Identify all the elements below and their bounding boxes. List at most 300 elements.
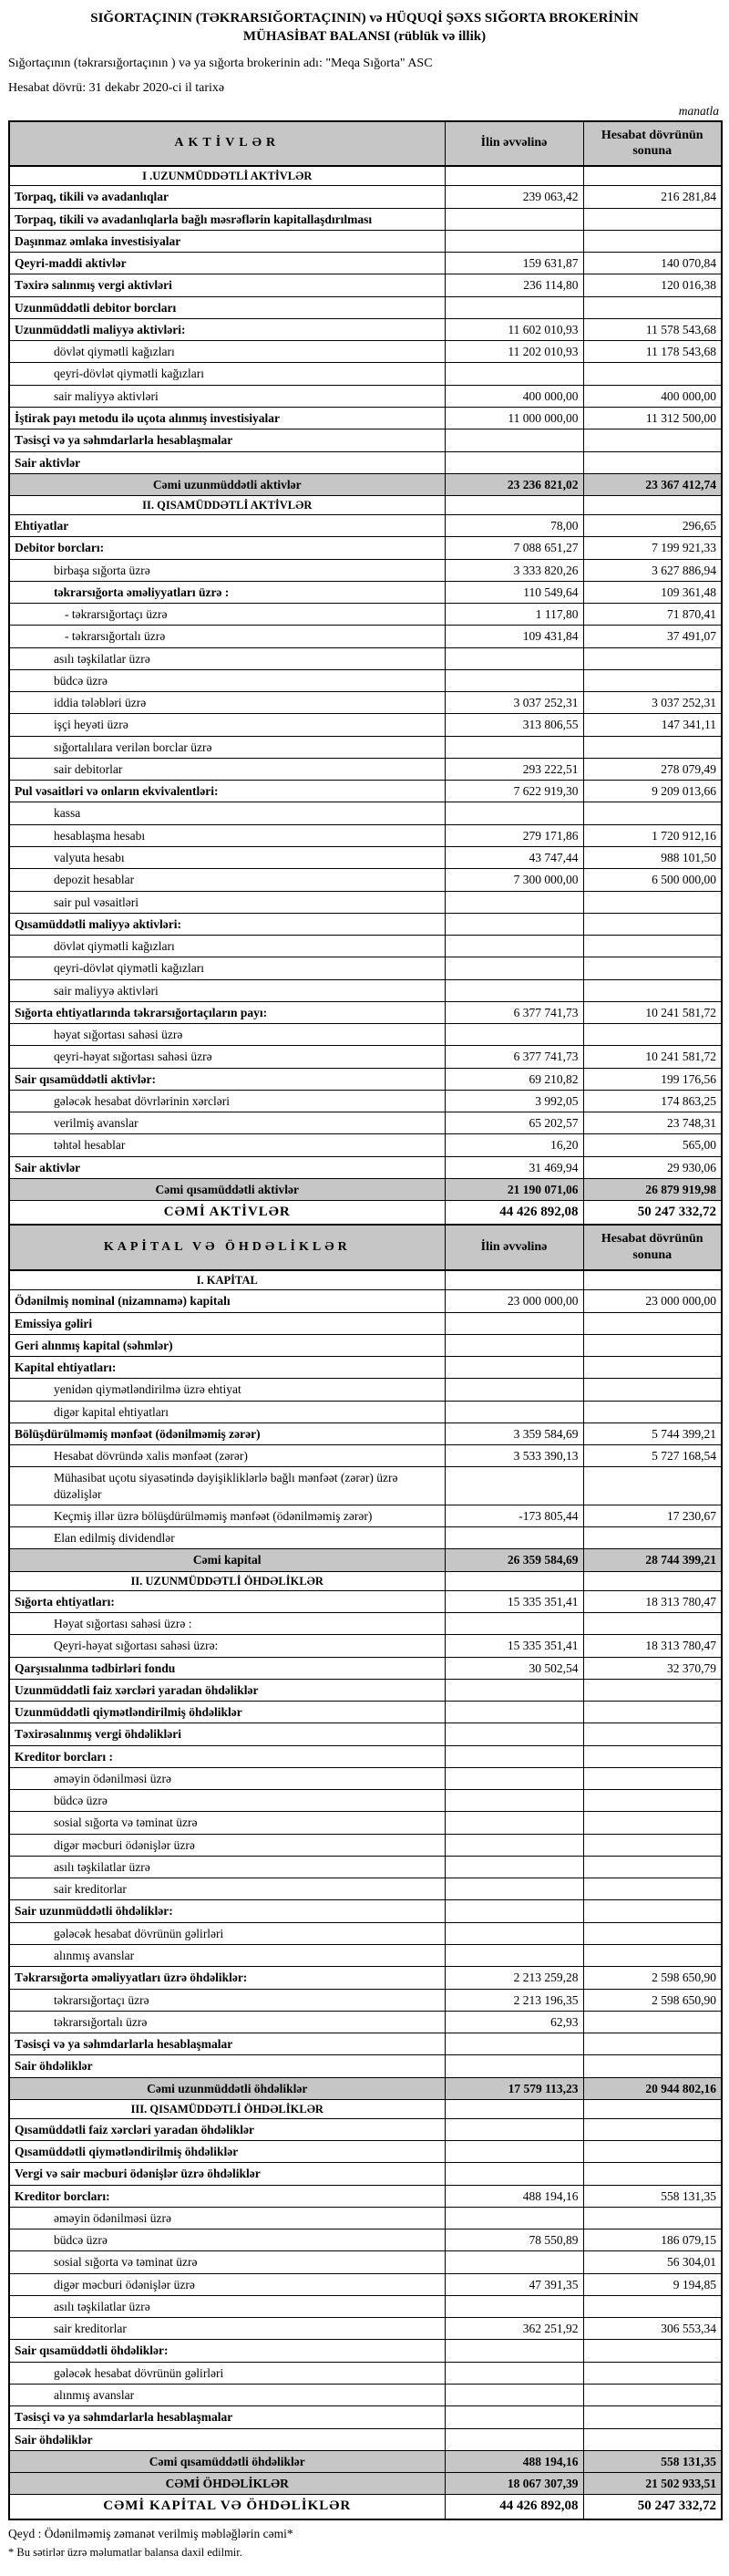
value-year-start [445, 1379, 583, 1401]
value-year-start: 7 088 651,27 [445, 537, 583, 559]
value-year-start: 65 202,57 [445, 1112, 583, 1134]
row-label: Təkrarsığorta əməliyyatları üzrə öhdəliklər: [9, 1967, 445, 1989]
value-period-end: 9 209 013,66 [583, 781, 722, 802]
table-row [9, 1024, 722, 1046]
value-period-end: 21 502 933,51 [583, 2473, 722, 2495]
col-period-end-header: Hesabat dövrünün sonuna [583, 1225, 722, 1270]
value-period-end: 10 241 581,72 [583, 1046, 722, 1068]
value-year-start [445, 2207, 583, 2229]
value-year-start: 3 533 390,13 [445, 1445, 583, 1467]
row-label: yenidən qiymətləndirilmə üzrə ehtiyat [9, 1379, 445, 1401]
table-row [9, 2055, 722, 2077]
value-period-end: 5 744 399,21 [583, 1422, 722, 1444]
value-year-start: 7 622 919,30 [445, 781, 583, 802]
row-label: işçi heyəti üzrə [9, 714, 445, 736]
value-period-end: 10 241 581,72 [583, 1001, 722, 1023]
table-row [9, 936, 722, 957]
value-year-start [445, 1834, 583, 1856]
row-label: Elan edilmiş dividendlər [9, 1527, 445, 1549]
table-row [9, 1134, 722, 1156]
row-label: Təsisçi və ya səhmdarlarla hesablaşmalar [9, 2406, 445, 2428]
value-year-start: 23 000 000,00 [445, 1290, 583, 1312]
table-row [9, 824, 722, 846]
table-row [9, 1527, 722, 1549]
value-year-start [445, 1571, 583, 1590]
currency-note: manatla [678, 103, 719, 118]
value-period-end: 71 870,41 [583, 604, 722, 626]
table-row [9, 253, 722, 274]
row-label: Kreditor borcları: [9, 2185, 445, 2207]
row-label: Keçmiş illər üzrə bölüşdürülməmiş mənfəət (ödənilməmiş zərər) [9, 1505, 445, 1526]
value-period-end [583, 2141, 722, 2163]
table-row [9, 1467, 722, 1505]
table-row [9, 1445, 722, 1467]
value-year-start [445, 1944, 583, 1966]
row-label: təkrarsığorta əməliyyatları üzrə : [9, 581, 445, 603]
value-period-end [583, 1334, 722, 1356]
row-label: gələcək hesabat dövrünün gəlirləri [9, 1922, 445, 1944]
table-row [9, 451, 722, 473]
value-period-end: 9 194,85 [583, 2273, 722, 2295]
table-row [9, 979, 722, 1001]
footnote-secondary: * Bu sətirlər üzrə məlumatlar balansa daxil edilmir. [8, 2545, 242, 2559]
row-label: Debitor borcları: [9, 537, 445, 559]
value-period-end [583, 1312, 722, 1334]
value-period-end: 216 281,84 [583, 186, 722, 208]
value-period-end [583, 230, 722, 252]
value-period-end [583, 1878, 722, 1900]
row-label: Qarşısıalınma tədbirləri fondu [9, 1657, 445, 1679]
value-period-end [583, 1612, 722, 1634]
value-period-end [583, 1527, 722, 1549]
table-row [9, 407, 722, 429]
value-year-start: 17 579 113,23 [445, 2077, 583, 2099]
value-period-end [583, 1944, 722, 1966]
row-label: valyuta hesabı [9, 847, 445, 869]
row-label: Qısamüddətli maliyyə aktivləri: [9, 913, 445, 935]
value-year-start [445, 1312, 583, 1334]
value-year-start: 293 222,51 [445, 758, 583, 780]
table-row [9, 1745, 722, 1767]
value-period-end [583, 936, 722, 957]
value-year-start [445, 913, 583, 935]
value-year-start [445, 2385, 583, 2406]
table-row [9, 2428, 722, 2450]
table-row [9, 2318, 722, 2340]
table-row [9, 1679, 722, 1701]
table-row [9, 647, 722, 669]
value-period-end [583, 1745, 722, 1767]
value-year-start [445, 1878, 583, 1900]
row-label: Vergi və sair məcburi ödənişlər üzrə öhdəliklər [9, 2163, 445, 2185]
row-label: Qısamüddətli faiz xərcləri yaradan öhdəliklər [9, 2118, 445, 2140]
company-name-line: Sığortaçının (təkrarsığortaçının ) və ya sığorta brokerinin adı: "Meqa Sığorta" ASC [8, 56, 433, 70]
value-year-start: 47 391,35 [445, 2273, 583, 2295]
value-year-start: 69 210,82 [445, 1068, 583, 1090]
value-period-end [583, 2385, 722, 2406]
value-year-start [445, 979, 583, 1001]
table-row [9, 1967, 722, 1989]
value-period-end: 140 070,84 [583, 253, 722, 274]
table-row [9, 847, 722, 869]
report-period-line: Hesabat dövrü: 31 dekabr 2020-ci il tarixə [8, 80, 225, 95]
row-label: sığortalılara verilən borclar üzrə [9, 736, 445, 758]
row-label: Daşınmaz əmlaka investisiyalar [9, 230, 445, 252]
value-period-end [583, 2295, 722, 2317]
value-period-end [583, 1702, 722, 1723]
section-header-row [9, 1571, 722, 1590]
table-row [9, 1657, 722, 1679]
value-period-end: 199 176,56 [583, 1068, 722, 1090]
value-period-end [583, 1812, 722, 1834]
row-label: Qısamüddətli qiymətləndirilmiş öhdəliklər [9, 2141, 445, 2163]
value-period-end [583, 2340, 722, 2362]
row-label: Emissiya gəliri [9, 1312, 445, 1334]
value-year-start [445, 802, 583, 824]
value-year-start: 2 213 259,28 [445, 1967, 583, 1989]
value-year-start [445, 647, 583, 669]
assets-header-row [9, 121, 722, 167]
row-label: Cəmi qısamüddətli aktivlər [9, 1179, 445, 1201]
section-header-row [9, 166, 722, 186]
table-row [9, 1612, 722, 1634]
row-label: sair debitorlar [9, 758, 445, 780]
table-row [9, 341, 722, 363]
value-year-start [445, 1702, 583, 1723]
value-year-start [445, 1401, 583, 1422]
value-period-end [583, 1723, 722, 1745]
value-year-start [445, 166, 583, 186]
table-row [9, 781, 722, 802]
value-year-start [445, 1812, 583, 1834]
value-period-end [583, 647, 722, 669]
table-row [9, 1878, 722, 1900]
row-label: asılı təşkilatlar üzrə [9, 2295, 445, 2317]
value-period-end: 18 313 780,47 [583, 1635, 722, 1657]
value-year-start: 44 426 892,08 [445, 1201, 583, 1226]
value-year-start [445, 2362, 583, 2384]
row-label: Sair öhdəliklər [9, 2055, 445, 2077]
col-period-end-header: Hesabat dövrünün sonuna [583, 121, 722, 167]
value-period-end [583, 1024, 722, 1046]
row-label: qeyri-dövlət qiymətli kağızları [9, 957, 445, 979]
table-row [9, 669, 722, 691]
value-period-end [583, 2099, 722, 2118]
table-row [9, 559, 722, 581]
table-row [9, 891, 722, 913]
table-row [9, 429, 722, 451]
value-period-end [583, 2428, 722, 2450]
row-label: Sair öhdəliklər [9, 2428, 445, 2450]
value-period-end: 20 944 802,16 [583, 2077, 722, 2099]
value-period-end: 2 598 650,90 [583, 1967, 722, 1989]
row-label: Sair uzunmüddətli öhdəliklər: [9, 1900, 445, 1922]
table-row [9, 1812, 722, 1834]
table-row [9, 1001, 722, 1023]
value-year-start: 239 063,42 [445, 186, 583, 208]
row-label: Həyat sığortası sahəsi üzrə : [9, 1612, 445, 1634]
row-label: kassa [9, 802, 445, 824]
value-year-start: 2 213 196,35 [445, 1989, 583, 2011]
value-period-end: 2 598 650,90 [583, 1989, 722, 2011]
value-year-start: 23 236 821,02 [445, 473, 583, 495]
table-row [9, 1312, 722, 1334]
row-label: I .UZUNMÜDDƏTLİ AKTİVLƏR [9, 166, 445, 186]
table-row [9, 1702, 722, 1723]
value-year-start: 3 333 820,26 [445, 559, 583, 581]
row-label: qeyri-dövlət qiymətli kağızları [9, 363, 445, 385]
table-row [9, 2295, 722, 2317]
balance-table [8, 120, 723, 2520]
value-period-end: 11 312 500,00 [583, 407, 722, 429]
table-row [9, 1357, 722, 1379]
row-label: Torpaq, tikili və avadanlıqlar [9, 186, 445, 208]
value-year-start [445, 1723, 583, 1745]
row-label: digər məcburi ödənişlər üzrə [9, 2273, 445, 2295]
table-row [9, 1379, 722, 1401]
value-period-end: 174 863,25 [583, 1090, 722, 1112]
value-year-start: 44 426 892,08 [445, 2495, 583, 2519]
row-label: I. KAPİTAL [9, 1270, 445, 1290]
value-year-start [445, 2295, 583, 2317]
row-label: Cəmi qısamüddətli öhdəliklər [9, 2450, 445, 2472]
value-period-end: 1 720 912,16 [583, 824, 722, 846]
row-label: sair pul vəsaitləri [9, 891, 445, 913]
value-year-start [445, 1900, 583, 1922]
total-row [9, 2077, 722, 2099]
balance-table-body [9, 166, 722, 2519]
value-period-end: 18 313 780,47 [583, 1590, 722, 1612]
row-label: II. QISAMÜDDƏTLİ AKTİVLƏR [9, 496, 445, 515]
value-period-end [583, 1679, 722, 1701]
row-label: büdcə üzrə [9, 2229, 445, 2251]
row-label: Bölüşdürülməmiş mənfəət (ödənilməmiş zərər) [9, 1422, 445, 1444]
value-year-start: 21 190 071,06 [445, 1179, 583, 1201]
value-period-end [583, 2033, 722, 2055]
value-year-start [445, 230, 583, 252]
value-period-end [583, 1571, 722, 1590]
value-year-start [445, 1467, 583, 1505]
row-label: Uzunmüddətli qiymətləndirilmiş öhdəliklər [9, 1702, 445, 1723]
value-period-end [583, 1790, 722, 1812]
value-period-end [583, 429, 722, 451]
assets-header-label: AKTİVLƏR [9, 121, 445, 167]
row-label: Təxirə salınmış vergi aktivləri [9, 274, 445, 296]
table-row [9, 736, 722, 758]
row-label: Sair qısamüddətli öhdəliklər: [9, 2340, 445, 2362]
value-period-end: 17 230,67 [583, 1505, 722, 1526]
value-period-end: 120 016,38 [583, 274, 722, 296]
row-label: sair kreditorlar [9, 1878, 445, 1900]
value-period-end [583, 1922, 722, 1944]
row-label: Sair qısamüddətli aktivlər: [9, 1068, 445, 1090]
value-year-start [445, 1922, 583, 1944]
value-period-end: 565,00 [583, 1134, 722, 1156]
liabilities-header-label: KAPİTAL VƏ ÖHDƏLİKLƏR [9, 1225, 445, 1270]
value-period-end [583, 363, 722, 385]
value-period-end: 278 079,49 [583, 758, 722, 780]
table-row [9, 1989, 722, 2011]
table-row [9, 1834, 722, 1856]
value-year-start [445, 2251, 583, 2273]
value-period-end [583, 1270, 722, 1290]
value-year-start [445, 1745, 583, 1767]
value-year-start [445, 1612, 583, 1634]
row-label: Sair aktivlər [9, 451, 445, 473]
row-label: - təkrarsığortalı üzrə [9, 626, 445, 647]
value-period-end [583, 1401, 722, 1422]
table-row [9, 957, 722, 979]
value-period-end: 11 578 543,68 [583, 318, 722, 340]
value-period-end [583, 913, 722, 935]
liabilities-header-row [9, 1225, 722, 1270]
value-period-end: 56 304,01 [583, 2251, 722, 2273]
value-year-start: 313 806,55 [445, 714, 583, 736]
value-year-start [445, 1024, 583, 1046]
value-year-start: 110 549,64 [445, 581, 583, 603]
value-period-end: 32 370,79 [583, 1657, 722, 1679]
value-period-end: 23 748,31 [583, 1112, 722, 1134]
value-year-start: 15 335 351,41 [445, 1590, 583, 1612]
value-period-end [583, 1357, 722, 1379]
row-label: Uzunmüddətli maliyyə aktivləri: [9, 318, 445, 340]
row-label: Təxirəsalınmış vergi öhdəlikləri [9, 1723, 445, 1745]
value-year-start: 279 171,86 [445, 824, 583, 846]
value-period-end: 3 627 886,94 [583, 559, 722, 581]
row-label: təkrarsığortalı üzrə [9, 2011, 445, 2033]
value-period-end [583, 736, 722, 758]
value-year-start [445, 2340, 583, 2362]
row-label: CƏMİ KAPİTAL VƏ ÖHDƏLİKLƏR [9, 2495, 445, 2519]
value-period-end [583, 957, 722, 979]
table-row [9, 714, 722, 736]
table-row [9, 1900, 722, 1922]
table-row [9, 2207, 722, 2229]
table-row [9, 1046, 722, 1068]
value-year-start: 31 469,94 [445, 1156, 583, 1178]
value-year-start: 7 300 000,00 [445, 869, 583, 891]
value-period-end: 306 553,34 [583, 2318, 722, 2340]
row-label: dövlət qiymətli kağızları [9, 341, 445, 363]
row-label: Təsisçi və ya səhmdarlarla hesablaşmalar [9, 429, 445, 451]
table-row [9, 2141, 722, 2163]
table-row [9, 2033, 722, 2055]
table-row [9, 2406, 722, 2428]
table-row [9, 1922, 722, 1944]
value-year-start [445, 891, 583, 913]
value-period-end [583, 891, 722, 913]
value-period-end [583, 166, 722, 186]
row-label: Sair aktivlər [9, 1156, 445, 1178]
row-label: büdcə üzrə [9, 669, 445, 691]
row-label: CƏMİ AKTİVLƏR [9, 1201, 445, 1226]
value-period-end: 5 727 168,54 [583, 1445, 722, 1467]
value-year-start: 236 114,80 [445, 274, 583, 296]
value-period-end: 3 037 252,31 [583, 692, 722, 714]
row-label: digər kapital ehtiyatları [9, 1401, 445, 1422]
value-period-end [583, 1379, 722, 1401]
table-row [9, 1090, 722, 1112]
total-row [9, 473, 722, 495]
section-header-row [9, 2099, 722, 2118]
table-row [9, 230, 722, 252]
table-row [9, 1112, 722, 1134]
row-label: Uzunmüddətli faiz xərcləri yaradan öhdəliklər [9, 1679, 445, 1701]
value-year-start: 488 194,16 [445, 2185, 583, 2207]
total-row [9, 2450, 722, 2472]
row-label: Cəmi kapital [9, 1549, 445, 1571]
row-label: Sığorta ehtiyatları: [9, 1590, 445, 1612]
row-label: gələcək hesabat dövrlərinin xərcləri [9, 1090, 445, 1112]
value-year-start [445, 2033, 583, 2055]
row-label: Torpaq, tikili və avadanlıqlarla bağlı məsrəflərin kapitallaşdırılması [9, 208, 445, 230]
value-period-end [583, 208, 722, 230]
table-row [9, 626, 722, 647]
value-period-end: 29 930,06 [583, 1156, 722, 1178]
row-label: asılı təşkilatlar üzrə [9, 647, 445, 669]
value-period-end [583, 2118, 722, 2140]
row-label: Qeyri-maddi aktivlər [9, 253, 445, 274]
document-title-line2: MÜHASİBAT BALANSI (rüblük və illik) [242, 29, 487, 45]
value-period-end: 147 341,11 [583, 714, 722, 736]
value-period-end [583, 451, 722, 473]
table-row [9, 208, 722, 230]
row-label: Ehtiyatlar [9, 515, 445, 537]
value-year-start [445, 736, 583, 758]
value-year-start: 362 251,92 [445, 2318, 583, 2340]
row-label: sosial sığorta və təminat üzrə [9, 2251, 445, 2273]
value-year-start: 6 377 741,73 [445, 1001, 583, 1023]
value-period-end [583, 1856, 722, 1878]
value-year-start [445, 429, 583, 451]
table-row [9, 1156, 722, 1178]
row-label: Təsisçi və ya səhmdarlarla hesablaşmalar [9, 2033, 445, 2055]
table-row [9, 1944, 722, 1966]
row-label: əməyin ödənilməsi üzrə [9, 2207, 445, 2229]
value-period-end [583, 2362, 722, 2384]
value-period-end [583, 1834, 722, 1856]
value-year-start: 11 202 010,93 [445, 341, 583, 363]
value-year-start: 26 359 584,69 [445, 1549, 583, 1571]
row-label: digər məcburi ödənişlər üzrə [9, 1834, 445, 1856]
value-year-start [445, 1334, 583, 1356]
row-label: depozit hesablar [9, 869, 445, 891]
table-row [9, 2185, 722, 2207]
grand-total-row [9, 1201, 722, 1226]
table-row [9, 1635, 722, 1657]
value-year-start: 488 194,16 [445, 2450, 583, 2472]
table-row [9, 1767, 722, 1789]
value-period-end: 50 247 332,72 [583, 2495, 722, 2519]
table-row [9, 802, 722, 824]
table-row [9, 274, 722, 296]
value-period-end [583, 2207, 722, 2229]
value-period-end: 37 491,07 [583, 626, 722, 647]
value-period-end: 6 500 000,00 [583, 869, 722, 891]
value-year-start: 400 000,00 [445, 385, 583, 407]
value-year-start: 3 992,05 [445, 1090, 583, 1112]
value-year-start [445, 1357, 583, 1379]
table-row [9, 2011, 722, 2033]
value-year-start [445, 1856, 583, 1878]
value-period-end: 11 178 543,68 [583, 341, 722, 363]
value-period-end [583, 979, 722, 1001]
table-row [9, 2251, 722, 2273]
value-year-start: 159 631,87 [445, 253, 583, 274]
row-label: təhtəl hesablar [9, 1134, 445, 1156]
value-period-end [583, 496, 722, 515]
value-year-start [445, 208, 583, 230]
